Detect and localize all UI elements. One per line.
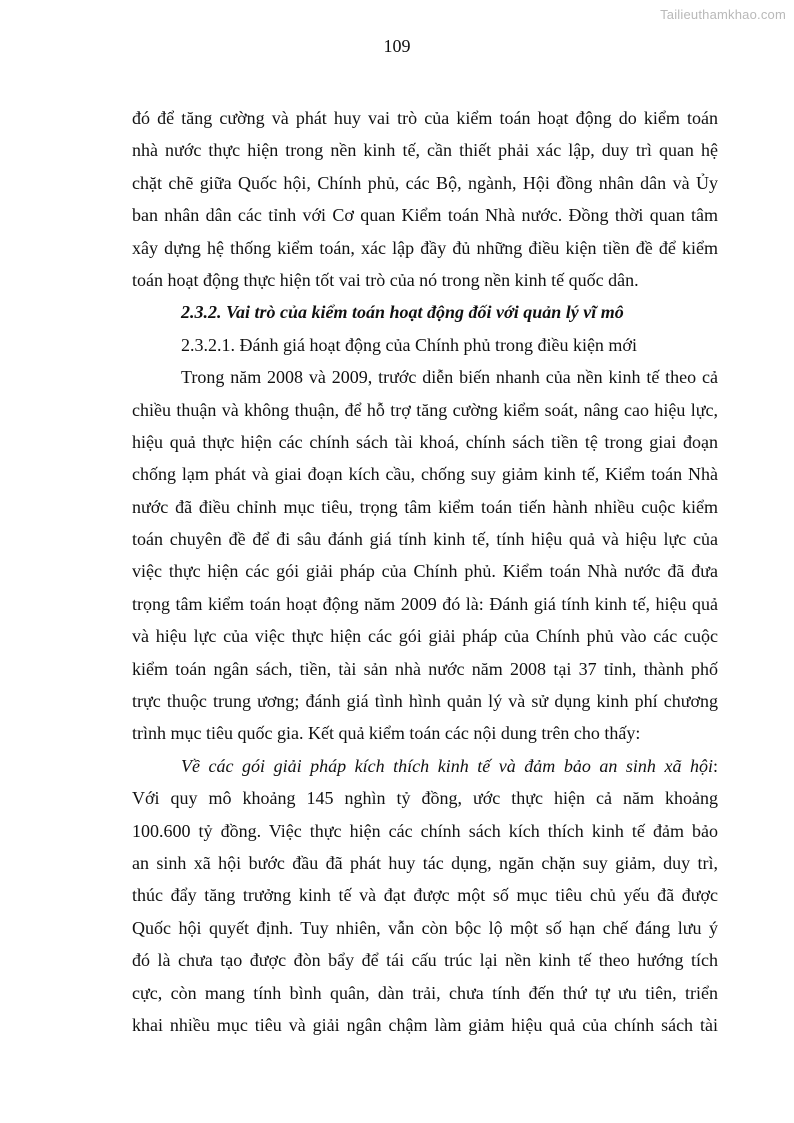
text-line: cực, còn mang tính bình quân, dàn trải, chưa tính đến thứ tự ưu tiên, triển — [132, 982, 718, 1003]
italic-lead: Về các gói giải pháp kích thích kinh tế và đảm bảo an sinh xã hội — [181, 755, 713, 776]
text-line: chặt chẽ giữa Quốc hội, Chính phủ, các Bộ, ngành, Hội đồng nhân dân và Ủy — [132, 172, 718, 193]
text-line: trình mục tiêu quốc gia. Kết quả kiểm toán các nội dung trên cho thấy: — [132, 723, 641, 744]
text-line: chiều thuận và không thuận, để hỗ trợ tăng cường kiểm soát, nâng cao hiệu lực, — [132, 399, 718, 420]
subsection-heading: 2.3.2.1. Đánh giá hoạt động của Chính phủ trong điều kiện mới — [181, 334, 637, 355]
text-line: trọng tâm kiểm toán hoạt động năm 2009 đó là: Đánh giá tính kinh tế, hiệu quả — [132, 593, 718, 614]
text-line: và hiệu lực của việc thực hiện các gói giải pháp của Chính phủ vào các cuộc — [132, 626, 718, 647]
text-line: Trong năm 2008 và 2009, trước diễn biến nhanh của nền kinh tế theo cả — [181, 367, 718, 388]
text-line: Quốc hội quyết định. Tuy nhiên, vẫn còn bộc lộ một số hạn chế đáng lưu ý — [132, 917, 718, 938]
italic-lead-colon: : — [712, 755, 718, 776]
text-line: Với quy mô khoảng 145 nghìn tỷ đồng, ước thực hiện cả năm khoảng — [132, 788, 718, 809]
watermark: Tailieuthamkhao.com — [660, 7, 786, 22]
text-line: đó là chưa tạo được đòn bẩy để tái cấu trúc lại nền kinh tế theo hướng tích — [132, 950, 718, 971]
text-line: nước đã điều chỉnh mục tiêu, trọng tâm kiểm toán tiến hành nhiều cuộc kiểm — [132, 496, 718, 517]
text-line: đó để tăng cường và phát huy vai trò của kiểm toán hoạt động do kiểm toán — [132, 108, 718, 128]
text-line: toán hoạt động thực hiện tốt vai trò của nó trong nền kinh tế quốc dân. — [132, 269, 639, 290]
italic-lead-line — [132, 750, 718, 782]
text-line: nhà nước thực hiện trong nền kinh tế, cần thiết phải xác lập, duy trì quan hệ — [132, 140, 718, 161]
text-line: chống lạm phát và giai đoạn kích cầu, chống suy giảm kinh tế, Kiểm toán Nhà — [132, 464, 718, 485]
text-line: an sinh xã hội bước đầu đã phát huy tác dụng, ngăn chặn suy giảm, duy trì, — [132, 852, 718, 873]
page-number: 109 — [383, 36, 411, 56]
text-line: khai nhiều mục tiêu và giải ngân chậm làm giảm hiệu quả của chính sách tài — [132, 1014, 718, 1035]
text-line: toán chuyên đề để đi sâu đánh giá tính kinh tế, tính hiệu quả và hiệu lực của — [132, 529, 718, 550]
text-line: ban nhân dân các tỉnh với Cơ quan Kiểm toán Nhà nước. Đồng thời quan tâm — [132, 205, 718, 226]
text-line: hiệu quả thực hiện các chính sách tài khoá, chính sách tiền tệ trong giai đoạn — [132, 431, 718, 452]
text-line: việc thực hiện các gói giải pháp của Chính phủ. Kiểm toán Nhà nước đã đưa — [132, 561, 718, 582]
text-line: kiểm toán ngân sách, tiền, tài sản nhà nước năm 2008 tại 37 tỉnh, thành phố — [132, 658, 718, 679]
section-heading: 2.3.2. Vai trò của kiểm toán hoạt động đối với quản lý vĩ mô — [181, 302, 624, 323]
text-line: xây dựng hệ thống kiểm toán, xác lập đầy đủ những điều kiện tiền đề để kiểm — [132, 237, 718, 258]
document-body — [132, 102, 718, 1041]
text-line: thúc đẩy tăng trưởng kinh tế và đạt được một số mục tiêu chủ yếu đã được — [132, 885, 718, 906]
text-line: trực thuộc trung ương; đánh giá tình hình quản lý và sử dụng kinh phí chương — [132, 691, 718, 712]
text-line: 100.600 tỷ đồng. Việc thực hiện các chính sách kích thích kinh tế đảm bảo — [132, 820, 718, 841]
